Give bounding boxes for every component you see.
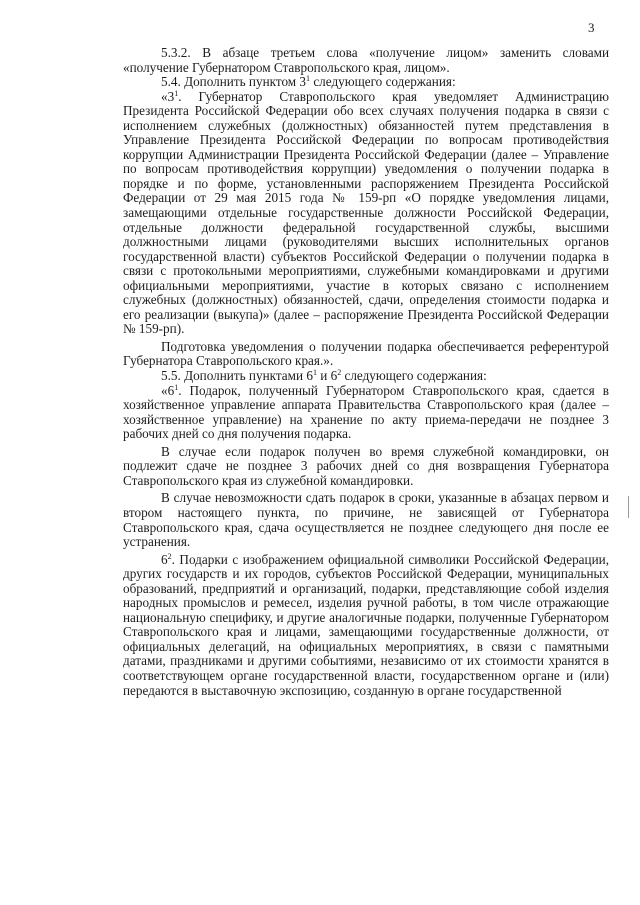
paragraph-point-6-2: $6^2$. Подарки с изображением официальной символики Российской Федерации, других государств и их городов, субъектов Российской Федерации, муниципальных образований, предприятий и организаций, подарки, представляющие собой изделия народных промыслов и ремесел, изделия ручной работы, в том числе отражающие национальную специфику, и другие аналогичные подарки, полученные Губернатором Ставропольского края и лицами, замещающими государственные должности, от официальных делегаций, на официальных мероприятиях, в связи с памятными датами, праздниками и другими событиями, независимо от их стоимости хранятся в соответствующем органе государственной власти, государственном органе и (или) передаются в выставочную экспозицию, созданную в органе государственной [123, 551, 609, 698]
paragraph-business-trip: В случае если подарок получен во время служебной командировки, он подлежит сдаче не позднее 3 рабочих дней со дня возвращения Губернатора Ставропольского края из служебной командировки. [123, 443, 609, 488]
document-body [123, 46, 609, 698]
paragraph-impossibility: В случае невозможности сдать подарок в сроки, указанные в абзацах первом и втором настоящего пункта, по причине, не зависящей от Губернатора Ставропольского края, сдача осуществляется не позднее следующего дня после ее устранения. [123, 490, 609, 550]
paragraph-point-6-1: «$6^1$. Подарок, полученный Губернатором Ставропольского края, сдается в хозяйственное управление аппарата Правительства Ставропольского края (далее – хозяйственное управление) на хранение по акту приема-передачи не позднее 3 рабочих дней со дня получения подарка. [123, 382, 609, 442]
page-number: 3 [588, 20, 595, 35]
paragraph-notice-preparation: Подготовка уведомления о получении подарка обеспечивается референтурой Губернатора Ставропольского края.». [123, 338, 609, 369]
paragraph-5-3-2: 5.3.2. В абзаце третьем слова «получение лицом» заменить словами «получение Губернатором Ставропольского края, лицом». [123, 45, 609, 75]
scan-edge-mark [628, 496, 629, 518]
paragraph-5-5: 5.5. Дополнить пунктами $6^1$ и $6^2$ следующего содержания: [161, 368, 487, 384]
paragraph-point-3-1: «$3^1$. Губернатор Ставропольского края уведомляет Администрацию Президента Российской Федерации обо всех случаях получения подарка в связи с исполнением служебных (должностных) обязанностей путем представления в Управление Президента Российской Федерации по вопросам противодействия коррупции Администрации Президента Российской Федерации (далее – Управление по вопросам противодействия коррупции) уведомления о получении подарка в порядке и по форме, установленными распоряжением Президента Российской Федерации от 29 мая 2015 года № 159-рп «О порядке уведомления лицами, замещающими отдельные государственные должности Российской Федерации, отдельные должности федеральной государственной службы, высшими должностными лицами (руководителями высших исполнительных органов государственной власти) субъектов Российской Федерации о получении подарка в связи с протокольными мероприятиями, служебными командировками и другими официальными мероприятиями, участие в которых связано с исполнением служебных (должностных) обязанностей, сдачи, определения стоимости подарка и его реализации (выкупа)» (далее – распоряжение Президента Российской Федерации № 159-рп). [123, 88, 609, 337]
paragraph-5-4: 5.4. Дополнить пунктом $3^1$ следующего содержания: [161, 74, 456, 90]
